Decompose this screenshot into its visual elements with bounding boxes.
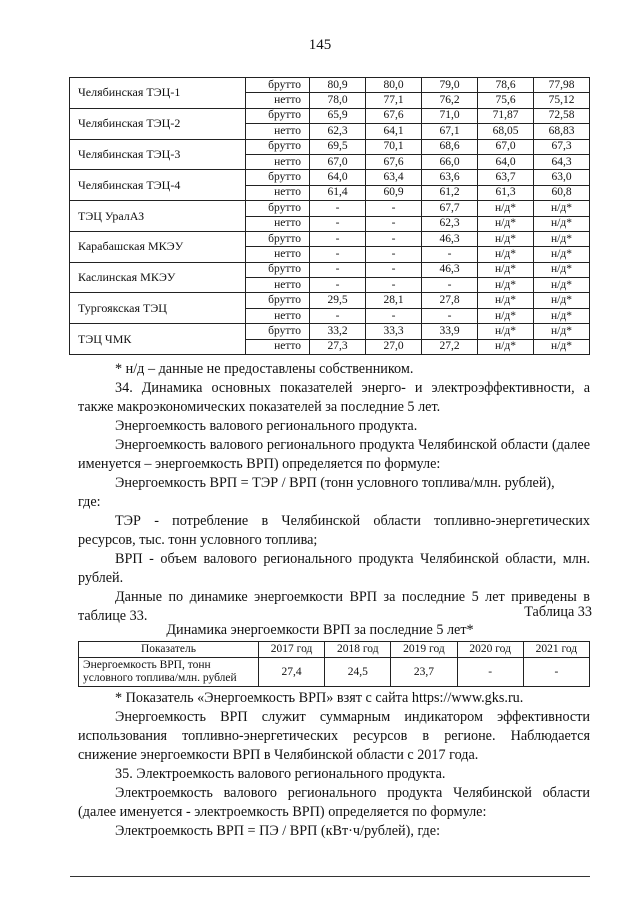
value-cell: н/д* <box>534 216 590 231</box>
value-cell: - <box>310 231 366 246</box>
value-cell: - <box>366 216 422 231</box>
value-cell: 67,0 <box>478 139 534 154</box>
value-cell: н/д* <box>534 201 590 216</box>
formula-electro: Электроемкость ВРП = ПЭ / ВРП (кВт·ч/рублей), где: <box>115 823 441 839</box>
value-cell: 75,12 <box>534 93 590 108</box>
value-cell: 64,3 <box>534 154 590 169</box>
header-cell: 2018 год <box>325 642 391 658</box>
station-name: Челябинская ТЭЦ-1 <box>70 78 246 109</box>
value-cell: - <box>310 262 366 277</box>
value-cell: 77,98 <box>534 78 590 93</box>
value-cell: 68,6 <box>422 139 478 154</box>
measure-kind: нетто <box>246 216 310 231</box>
value-cell: 63,0 <box>534 170 590 185</box>
value-cell: 28,1 <box>366 293 422 308</box>
table-row <box>70 231 590 246</box>
value-cell: н/д* <box>534 293 590 308</box>
energy-intensity-title: Энергоемкость валового регионального продукта. <box>115 418 418 434</box>
measure-kind: брутто <box>246 108 310 123</box>
value-cell: 72,58 <box>534 108 590 123</box>
value-cell: н/д* <box>534 231 590 246</box>
text-block-2 <box>78 689 590 841</box>
value-cell: 67,7 <box>422 201 478 216</box>
value-cell: н/д* <box>478 201 534 216</box>
value-cell: 78,0 <box>310 93 366 108</box>
value-cell: 64,1 <box>366 124 422 139</box>
value-cell: 46,3 <box>422 231 478 246</box>
indicator-paragraph: Энергоемкость ВРП служит суммарным индикатором эффективности использования топливно-энергетических ресурсов в регионе. Наблюдается снижение энергоемкости ВРП в Челябинской области с 2017 года. <box>78 709 590 763</box>
value-cell: - <box>366 201 422 216</box>
value-cell: н/д* <box>478 216 534 231</box>
value-cell: н/д* <box>534 339 590 354</box>
station-name: Челябинская ТЭЦ-3 <box>70 139 246 170</box>
value-cell: 77,1 <box>366 93 422 108</box>
value-cell: - <box>422 278 478 293</box>
row-label-line2: условного топлива/млн. рублей <box>83 672 237 684</box>
measure-kind: брутто <box>246 231 310 246</box>
table-row <box>70 324 590 339</box>
value-cell: н/д* <box>478 247 534 262</box>
measure-kind: брутто <box>246 293 310 308</box>
value-cell: н/д* <box>534 278 590 293</box>
measure-kind: брутто <box>246 324 310 339</box>
table-row <box>70 201 590 216</box>
value-cell: - <box>310 201 366 216</box>
value-cell: н/д* <box>534 247 590 262</box>
value-cell: 33,3 <box>366 324 422 339</box>
station-name: Челябинская ТЭЦ-4 <box>70 170 246 201</box>
value-cell: 23,7 <box>391 658 457 687</box>
value-cell: 65,9 <box>310 108 366 123</box>
station-name: Каслинская МКЭУ <box>70 262 246 293</box>
value-cell: 33,2 <box>310 324 366 339</box>
value-cell: 76,2 <box>422 93 478 108</box>
value-cell: 69,5 <box>310 139 366 154</box>
table-header-row <box>79 642 590 658</box>
value-cell: 64,0 <box>310 170 366 185</box>
value-cell: 61,3 <box>478 185 534 200</box>
measure-kind: нетто <box>246 154 310 169</box>
value-cell: - <box>523 658 589 687</box>
value-cell: 24,5 <box>325 658 391 687</box>
paragraph-35: 35. Электроемкость валового регионального продукта. <box>115 766 446 782</box>
value-cell: н/д* <box>478 231 534 246</box>
measure-kind: брутто <box>246 139 310 154</box>
value-cell: н/д* <box>534 262 590 277</box>
station-name: ТЭЦ ЧМК <box>70 324 246 355</box>
row-label <box>79 658 259 687</box>
row-label-line1: Энергоемкость ВРП, тонн <box>83 659 211 671</box>
table-row <box>79 658 590 687</box>
measure-kind: брутто <box>246 262 310 277</box>
value-cell: - <box>310 216 366 231</box>
value-cell: - <box>366 262 422 277</box>
value-cell: 62,3 <box>310 124 366 139</box>
value-cell: 67,3 <box>534 139 590 154</box>
table-row <box>70 293 590 308</box>
table-caption: Динамика энергоемкости ВРП за последние 5 лет* <box>166 622 474 638</box>
value-cell: 62,3 <box>422 216 478 231</box>
table-row <box>70 108 590 123</box>
value-cell: 27,0 <box>366 339 422 354</box>
energy-intensity-table <box>78 641 590 687</box>
value-cell: 80,0 <box>366 78 422 93</box>
value-cell: 61,4 <box>310 185 366 200</box>
value-cell: - <box>366 231 422 246</box>
value-cell: 68,05 <box>478 124 534 139</box>
value-cell: 29,5 <box>310 293 366 308</box>
value-cell: н/д* <box>534 308 590 323</box>
value-cell: 61,2 <box>422 185 478 200</box>
value-cell: 27,4 <box>259 658 325 687</box>
value-cell: 27,3 <box>310 339 366 354</box>
value-cell: н/д* <box>478 278 534 293</box>
value-cell: 67,0 <box>310 154 366 169</box>
value-cell: - <box>310 247 366 262</box>
table-row <box>70 78 590 93</box>
value-cell: н/д* <box>478 324 534 339</box>
station-name: Карабашская МКЭУ <box>70 231 246 262</box>
efficiency-table <box>69 77 590 355</box>
table-row <box>70 262 590 277</box>
electro-intensity-definition: Электроемкость валового регионального продукта Челябинской области (далее именуется - электроемкость ВРП) определяется по формуле: <box>78 785 590 820</box>
value-cell: 70,1 <box>366 139 422 154</box>
value-cell: - <box>422 308 478 323</box>
value-cell: 66,0 <box>422 154 478 169</box>
value-cell: 27,2 <box>422 339 478 354</box>
ter-definition: ТЭР - потребление в Челябинской области топливно-энергетических ресурсов, тыс. тонн условного топлива; <box>78 513 590 548</box>
station-name: Челябинская ТЭЦ-2 <box>70 108 246 139</box>
value-cell: 71,87 <box>478 108 534 123</box>
value-cell: - <box>366 278 422 293</box>
footnote-gks: * Показатель «Энергоемкость ВРП» взят с сайта https://www.gks.ru. <box>115 690 524 706</box>
measure-kind: нетто <box>246 247 310 262</box>
measure-kind: брутто <box>246 201 310 216</box>
value-cell: - <box>366 247 422 262</box>
vrp-definition: ВРП - объем валового регионального продукта Челябинской области, млн. рублей. <box>78 551 590 586</box>
value-cell: н/д* <box>478 262 534 277</box>
header-cell: 2019 год <box>391 642 457 658</box>
value-cell: 78,6 <box>478 78 534 93</box>
header-cell: Показатель <box>79 642 259 658</box>
value-cell: 33,9 <box>422 324 478 339</box>
value-cell: 60,9 <box>366 185 422 200</box>
text-block-1 <box>78 360 590 626</box>
value-cell: н/д* <box>478 308 534 323</box>
where-label: где: <box>78 494 101 510</box>
measure-kind: нетто <box>246 93 310 108</box>
value-cell: - <box>310 278 366 293</box>
table-row <box>70 170 590 185</box>
value-cell: - <box>366 308 422 323</box>
measure-kind: нетто <box>246 185 310 200</box>
measure-kind: нетто <box>246 339 310 354</box>
value-cell: 63,6 <box>422 170 478 185</box>
value-cell: 63,7 <box>478 170 534 185</box>
measure-kind: брутто <box>246 78 310 93</box>
measure-kind: нетто <box>246 278 310 293</box>
bottom-divider <box>70 876 590 877</box>
value-cell: 63,4 <box>366 170 422 185</box>
data-intro: Данные по динамике энергоемкости ВРП за последние 5 лет приведены в таблице 33. <box>78 589 590 624</box>
paragraph-34: 34. Динамика основных показателей энерго- и электроэффективности, а также макроэкономических показателей за последние 5 лет. <box>78 380 590 415</box>
value-cell: 68,83 <box>534 124 590 139</box>
value-cell: н/д* <box>534 324 590 339</box>
value-cell: 79,0 <box>422 78 478 93</box>
page-number: 145 <box>308 37 332 53</box>
measure-kind: брутто <box>246 170 310 185</box>
value-cell: 71,0 <box>422 108 478 123</box>
formula-energy: Энергоемкость ВРП = ТЭР / ВРП (тонн условного топлива/млн. рублей), <box>115 475 555 491</box>
value-cell: н/д* <box>478 339 534 354</box>
value-cell: 67,6 <box>366 108 422 123</box>
energy-intensity-definition: Энергоемкость валового регионального продукта Челябинской области (далее именуется – энергоемкость ВРП) определяется по формуле: <box>78 437 590 472</box>
table-row <box>70 139 590 154</box>
measure-kind: нетто <box>246 308 310 323</box>
header-cell: 2021 год <box>523 642 589 658</box>
value-cell: - <box>422 247 478 262</box>
value-cell: 46,3 <box>422 262 478 277</box>
station-name: ТЭЦ УралАЗ <box>70 201 246 232</box>
measure-kind: нетто <box>246 124 310 139</box>
value-cell: 27,8 <box>422 293 478 308</box>
value-cell: 67,1 <box>422 124 478 139</box>
value-cell: 80,9 <box>310 78 366 93</box>
header-cell: 2017 год <box>259 642 325 658</box>
value-cell: н/д* <box>478 293 534 308</box>
value-cell: - <box>310 308 366 323</box>
station-name: Тургоякская ТЭЦ <box>70 293 246 324</box>
footnote-nd: * н/д – данные не предоставлены собственником. <box>115 361 414 377</box>
value-cell: 75,6 <box>478 93 534 108</box>
value-cell: - <box>457 658 523 687</box>
value-cell: 67,6 <box>366 154 422 169</box>
header-cell: 2020 год <box>457 642 523 658</box>
value-cell: 60,8 <box>534 185 590 200</box>
table-number: Таблица 33 <box>524 604 592 620</box>
value-cell: 64,0 <box>478 154 534 169</box>
